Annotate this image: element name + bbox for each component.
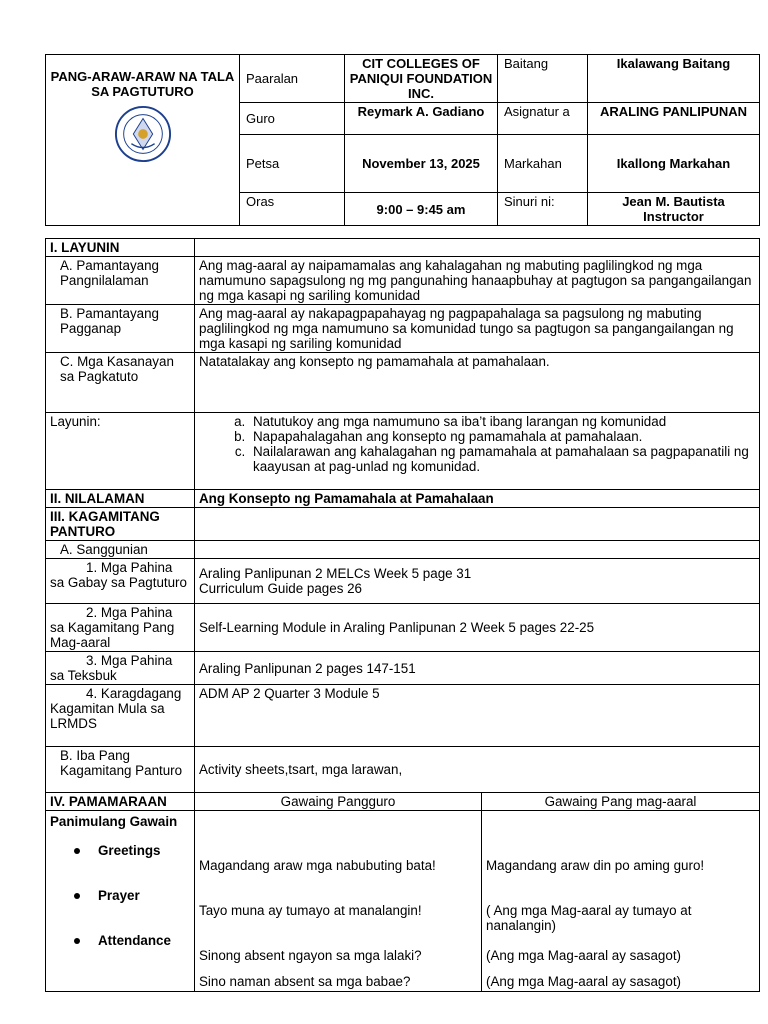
prayer-item: Prayer xyxy=(50,888,190,933)
baitang-label: Baitang xyxy=(498,55,588,103)
objective-item: b. Napapahalagahan ang konsepto ng pamamahala at pamahalaan. xyxy=(249,429,755,444)
bullet-icon xyxy=(74,938,80,944)
markahan-label: Markahan xyxy=(498,135,588,193)
asignatura-label: Asignatur a xyxy=(498,103,588,135)
objectives-cell xyxy=(195,413,760,490)
petsa-label: Petsa xyxy=(240,135,345,193)
col-gawaing-pang-mag-aaral: Gawaing Pang mag-aaral xyxy=(482,793,760,811)
greetings-item: Greetings xyxy=(50,843,190,888)
pamantayang-pangnilalaman-value: Ang mag-aaral ay naipamamalas ang kahalagahan ng mabuting paglilingkod ng mga namumuno sapagsulong ng mg pangunahing hanaapbuhay at pagtugon sa pangangailangan ng mga kasapi ng sariling komunidad xyxy=(195,257,760,305)
greetings-student: Magandang araw din po aming guro! xyxy=(486,858,705,873)
kagamitang-pang-mag-aaral-label: 2. Mga Pahina sa Kagamitang Pang Mag-aaral xyxy=(46,604,195,652)
attendance-student-1: (Ang mga Mag-aaral ay sasagot) xyxy=(486,948,682,963)
prayer-student: ( Ang mga Mag-aaral ay tumayo at nanalangin) xyxy=(486,903,692,933)
sinuri-value: Jean M. Bautista Instructor xyxy=(588,193,760,226)
col-gawaing-pangguro: Gawaing Pangguro xyxy=(195,793,482,811)
objective-item: c. Nailalarawan ang kahalagahan ng pamamahala at pamahalaan sa pagpapanatili ng kaayusan at pag-unlad ng komunidad. xyxy=(249,444,755,474)
gabay-label: 1. Mga Pahina sa Gabay sa Pagtuturo xyxy=(46,559,195,604)
panimula-heading: Panimulang Gawain xyxy=(50,814,178,829)
asignatura-value: ARALING PANLIPUNAN xyxy=(588,103,760,135)
deped-seal-icon xyxy=(114,105,172,163)
lrmds-label: 4. Karagdagang Kagamitan Mula sa LRMDS xyxy=(46,685,195,747)
guro-value: Reymark A. Gadiano xyxy=(345,103,498,135)
sanggunian-blank xyxy=(195,541,760,559)
sanggunian-label: A. Sanggunian xyxy=(46,541,195,559)
layunin-heading: I. LAYUNIN xyxy=(46,239,195,257)
baitang-value: Ikalawang Baitang xyxy=(588,55,760,103)
bullet-icon xyxy=(74,893,80,899)
doc-title: PANG-ARAW-ARAW NA TALA SA PAGTUTURO xyxy=(50,69,235,99)
oras-label: Oras xyxy=(240,193,345,226)
teksbuk-value: Araling Panlipunan 2 pages 147-151 xyxy=(195,652,760,685)
lrmds-value: ADM AP 2 Quarter 3 Module 5 xyxy=(195,685,760,747)
paaralan-value: CIT COLLEGES OF PANIQUI FOUNDATION INC. xyxy=(345,55,498,103)
markahan-value: Ikallong Markahan xyxy=(588,135,760,193)
kasanayan-value: Natatalakay ang konsepto ng pamamahala at pamahalaan. xyxy=(195,353,760,413)
guro-label: Guro xyxy=(240,103,345,135)
attendance-teacher-1: Sinong absent ngayon sa mga lalaki? xyxy=(199,948,422,963)
objectives-label: Layunin: xyxy=(46,413,195,490)
gabay-value xyxy=(195,559,760,604)
lesson-plan-table xyxy=(45,238,760,992)
pamamaraan-heading: IV. PAMAMARAAN xyxy=(46,793,195,811)
prayer-teacher: Tayo muna ay tumayo at manalangin! xyxy=(199,903,422,918)
pamantayang-pagganap-label: B. Pamantayang Pagganap xyxy=(46,305,195,353)
teksbuk-label: 3. Mga Pahina sa Teksbuk xyxy=(46,652,195,685)
kagamitang-pang-mag-aaral-value: Self-Learning Module in Araling Panlipunan 2 Week 5 pages 22-25 xyxy=(195,604,760,652)
kagamitan-heading: III. KAGAMITANG PANTURO xyxy=(46,508,195,541)
paaralan-label: Paaralan xyxy=(240,55,345,103)
iba-pang-kagamitan-label: B. Iba Pang Kagamitang Panturo xyxy=(46,747,195,793)
pamantayang-pangnilalaman-label: A. Pamantayang Pangnilalaman xyxy=(46,257,195,305)
layunin-heading-blank xyxy=(195,239,760,257)
nilalaman-value: Ang Konsepto ng Pamamahala at Pamahalaan xyxy=(195,490,760,508)
attendance-student-2: (Ang mga Mag-aaral ay sasagot) xyxy=(486,974,682,989)
nilalaman-heading: II. NILALAMAN xyxy=(46,490,195,508)
attendance-teacher-2: Sino naman absent sa mga babae? xyxy=(199,974,411,989)
objectives-list xyxy=(199,414,755,474)
iba-pang-kagamitan-value: Activity sheets,tsart, mga larawan, xyxy=(195,747,760,793)
petsa-value: November 13, 2025 xyxy=(345,135,498,193)
teacher-activities-cell xyxy=(195,811,482,992)
sinuri-label: Sinuri ni: xyxy=(498,193,588,226)
attendance-item: Attendance xyxy=(50,933,190,977)
kagamitan-heading-blank xyxy=(195,508,760,541)
gabay-line-1: Araling Panlipunan 2 MELCs Week 5 page 31 xyxy=(199,566,472,581)
panimula-cell xyxy=(46,811,195,992)
student-activities-cell xyxy=(482,811,760,992)
oras-value: 9:00 – 9:45 am xyxy=(345,193,498,226)
bullet-icon xyxy=(74,848,80,854)
kasanayan-label: C. Mga Kasanayan sa Pagkatuto xyxy=(46,353,195,413)
pamantayang-pagganap-value: Ang mag-aaral ay nakapagpapahayag ng pagpapahalaga sa pagsulong ng mabuting paglilingkod ng mga namumuno sa komunidad tungo sa pagtugon sa pangangailangan ng mga kasapi ng sariling komunidad xyxy=(195,305,760,353)
doc-title-cell xyxy=(46,55,240,226)
greetings-teacher: Magandang araw mga nabubuting bata! xyxy=(199,858,436,873)
objective-item: a. Natutukoy ang mga namumuno sa iba’t ibang larangan ng komunidad xyxy=(249,414,755,429)
gabay-line-2: Curriculum Guide pages 26 xyxy=(199,581,363,596)
header-table xyxy=(45,54,760,226)
